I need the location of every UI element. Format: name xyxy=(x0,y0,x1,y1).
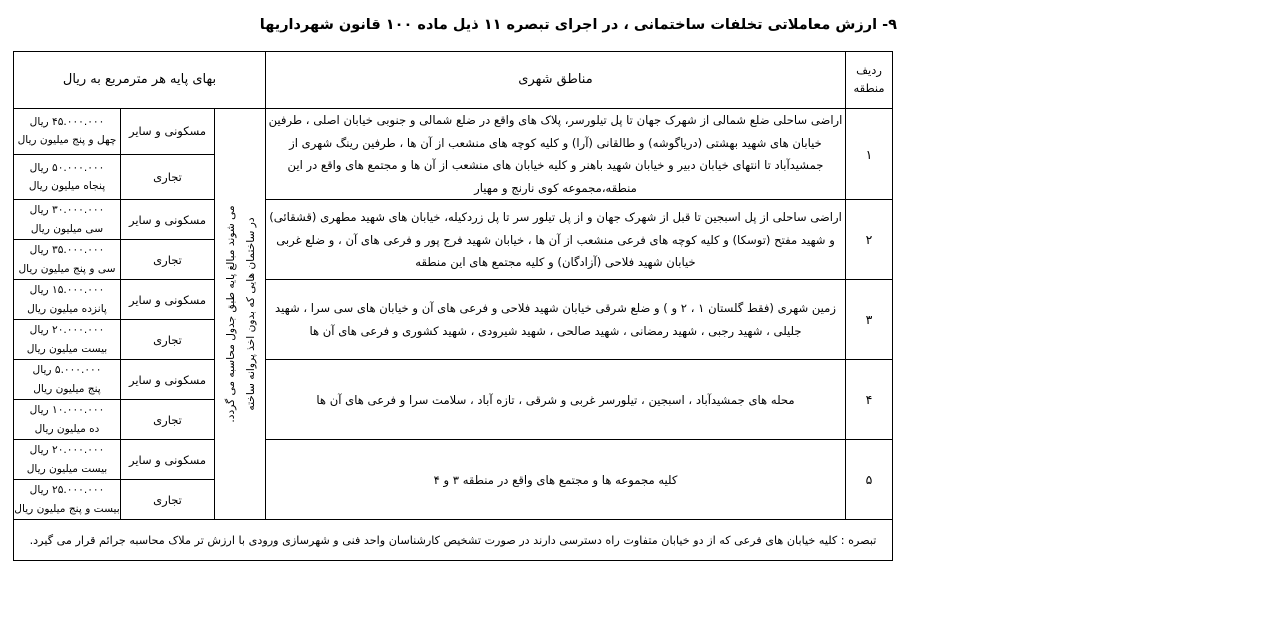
price-amount: ۵.۰۰۰.۰۰۰ ریال xyxy=(32,364,102,377)
cell-radif: ۱ xyxy=(846,109,893,200)
price-words: پانزده میلیون ریال xyxy=(27,302,107,315)
cell-price xyxy=(13,280,120,320)
cell-price xyxy=(13,320,120,360)
price-words: سی میلیون ریال xyxy=(30,222,104,235)
table-row xyxy=(13,440,892,480)
table-row xyxy=(13,360,892,400)
cell-price xyxy=(13,440,120,480)
price-amount: ۵۰.۰۰۰.۰۰۰ ریال xyxy=(29,161,105,174)
cell-price xyxy=(13,154,120,200)
table-row xyxy=(13,109,892,155)
valuation-table-container xyxy=(14,51,893,561)
price-amount: ۳۰.۰۰۰.۰۰۰ ریال xyxy=(29,204,105,217)
footnote-row xyxy=(13,520,892,561)
header-row xyxy=(13,52,892,109)
price-amount: ۱۵.۰۰۰.۰۰۰ ریال xyxy=(29,284,105,297)
price-words: ده میلیون ریال xyxy=(34,422,100,435)
price-words: بیست میلیون ریال xyxy=(26,462,108,475)
cell-usage-type: تجاری xyxy=(121,240,215,280)
cell-usage-type: تجاری xyxy=(121,154,215,200)
column-header-radif-line2: منطقه xyxy=(853,81,885,95)
cell-region: اراضی ساحلی از پل اسبجین تا قبل از شهرک جهان و از پل تیلور سر تا پل زردکیله، خیابان های شهید مطهری (قشقائی) و شهید مفتح (توسکا) و کلیه کوچه های فرعی منشعب از آن ها ، خیابان شهید فرج پور و فرعی های آن ، و ضلع غربی خیابان شهید فلاحی (آزادگان) و کلیه مجتمع های این منطقه xyxy=(266,200,846,280)
cell-region: محله های جمشیدآباد ، اسبجین ، تیلورسر غربی و شرقی ، تازه آباد ، سلامت سرا و فرعی های آن ها xyxy=(266,360,846,440)
price-words: چهل و پنج میلیون ریال xyxy=(17,134,117,147)
cell-usage-type: تجاری xyxy=(121,320,215,360)
valuation-table xyxy=(13,51,893,561)
page-title: ۹- ارزش معاملاتی تخلفات ساختمانی ، در اجرای تبصره ۱۱ ذیل ماده ۱۰۰ قانون شهرداریها xyxy=(259,17,897,33)
cell-price xyxy=(13,360,120,400)
rotated-note-text xyxy=(220,116,260,512)
rotated-note-line1: می شوند مبالغ پایه طبق جدول محاسبه می گردد. xyxy=(224,205,237,423)
column-header-regions: مناطق شهری xyxy=(266,52,846,109)
column-header-radif-line1: ردیف xyxy=(856,63,882,78)
cell-radif: ۴ xyxy=(846,360,893,440)
table-body xyxy=(13,109,892,561)
cell-price xyxy=(13,480,120,520)
cell-region: زمین شهری (فقط گلستان ۱ ، ۲ و ) و ضلع شرقی خیابان شهید فلاحی و فرعی های آن و خیابان های سی سرا ، شهید جلیلی ، شهید رجبی ، شهید رمضانی ، شهید صالحی ، شهید شیرودی ، شهید کشوری و فرعی های آن ها xyxy=(266,280,846,360)
cell-usage-type: تجاری xyxy=(121,400,215,440)
rotated-note-box xyxy=(216,115,265,513)
rotated-note-line2: در ساختمان هایی که بدون اخذ پروانه ساخته xyxy=(244,217,257,411)
table-row xyxy=(13,280,892,320)
cell-radif: ۵ xyxy=(846,440,893,520)
price-amount: ۳۵.۰۰۰.۰۰۰ ریال xyxy=(29,244,105,257)
price-amount: ۲۰.۰۰۰.۰۰۰ ریال xyxy=(29,444,105,457)
cell-usage-type: مسکونی و سایر xyxy=(121,440,215,480)
column-header-radif xyxy=(846,52,893,109)
price-amount: ۴۵.۰۰۰.۰۰۰ ریال xyxy=(29,115,105,128)
cell-radif: ۳ xyxy=(846,280,893,360)
cell-usage-type: مسکونی و سایر xyxy=(121,280,215,320)
price-words: پنج میلیون ریال xyxy=(33,382,101,395)
price-amount: ۱۰.۰۰۰.۰۰۰ ریال xyxy=(29,404,105,417)
cell-price xyxy=(13,240,120,280)
cell-radif: ۲ xyxy=(846,200,893,280)
cell-usage-type: مسکونی و سایر xyxy=(121,200,215,240)
cell-price xyxy=(13,200,120,240)
price-words: بیست و پنج میلیون ریال xyxy=(14,502,120,515)
cell-usage-type: مسکونی و سایر xyxy=(121,360,215,400)
cell-price xyxy=(13,400,120,440)
column-header-price: بهای پایه هر مترمربع به ریال xyxy=(13,52,265,109)
cell-note-rotated xyxy=(215,109,266,520)
cell-region: اراضی ساحلی ضلع شمالی از شهرک جهان تا پل تیلورسر، پلاک های واقع در ضلع شمالی و جنوبی خیابان اصلی ، طرفین خیابان های شهید بهشتی (دریاگوشه) و طالقانی (آرا) و کلیه کوچه های منشعب از آن ها ، طرفین رینگ شهری از جمشیدآباد تا انتهای خیابان دبیر و خیابان شهید باهنر و کلیه خیابان های منشعب از آن ها و مجتمع های واقع در این منطقه،مجموعه کوی نارنج و مهیار xyxy=(266,109,846,200)
table-header xyxy=(13,52,892,109)
price-amount: ۲۰.۰۰۰.۰۰۰ ریال xyxy=(29,324,105,337)
price-words: پنجاه میلیون ریال xyxy=(28,180,106,193)
price-amount: ۲۵.۰۰۰.۰۰۰ ریال xyxy=(29,484,105,497)
price-words: سی و پنج میلیون ریال xyxy=(18,262,116,275)
price-words: بیست میلیون ریال xyxy=(26,342,108,355)
table-footnote: تبصره : کلیه خیابان های فرعی که از دو خیابان متفاوت راه دسترسی دارند در صورت تشخیص کارشناسان واحد فنی و شهرسازی ورودی با ارزش تر ملاک محاسبه جرائم قرار می گیرد. xyxy=(13,520,892,561)
cell-usage-type: مسکونی و سایر xyxy=(121,109,215,155)
cell-price xyxy=(13,109,120,155)
cell-region: کلیه مجموعه ها و مجتمع های واقع در منطقه ۳ و ۴ xyxy=(266,440,846,520)
table-row xyxy=(13,200,892,240)
cell-usage-type: تجاری xyxy=(121,480,215,520)
